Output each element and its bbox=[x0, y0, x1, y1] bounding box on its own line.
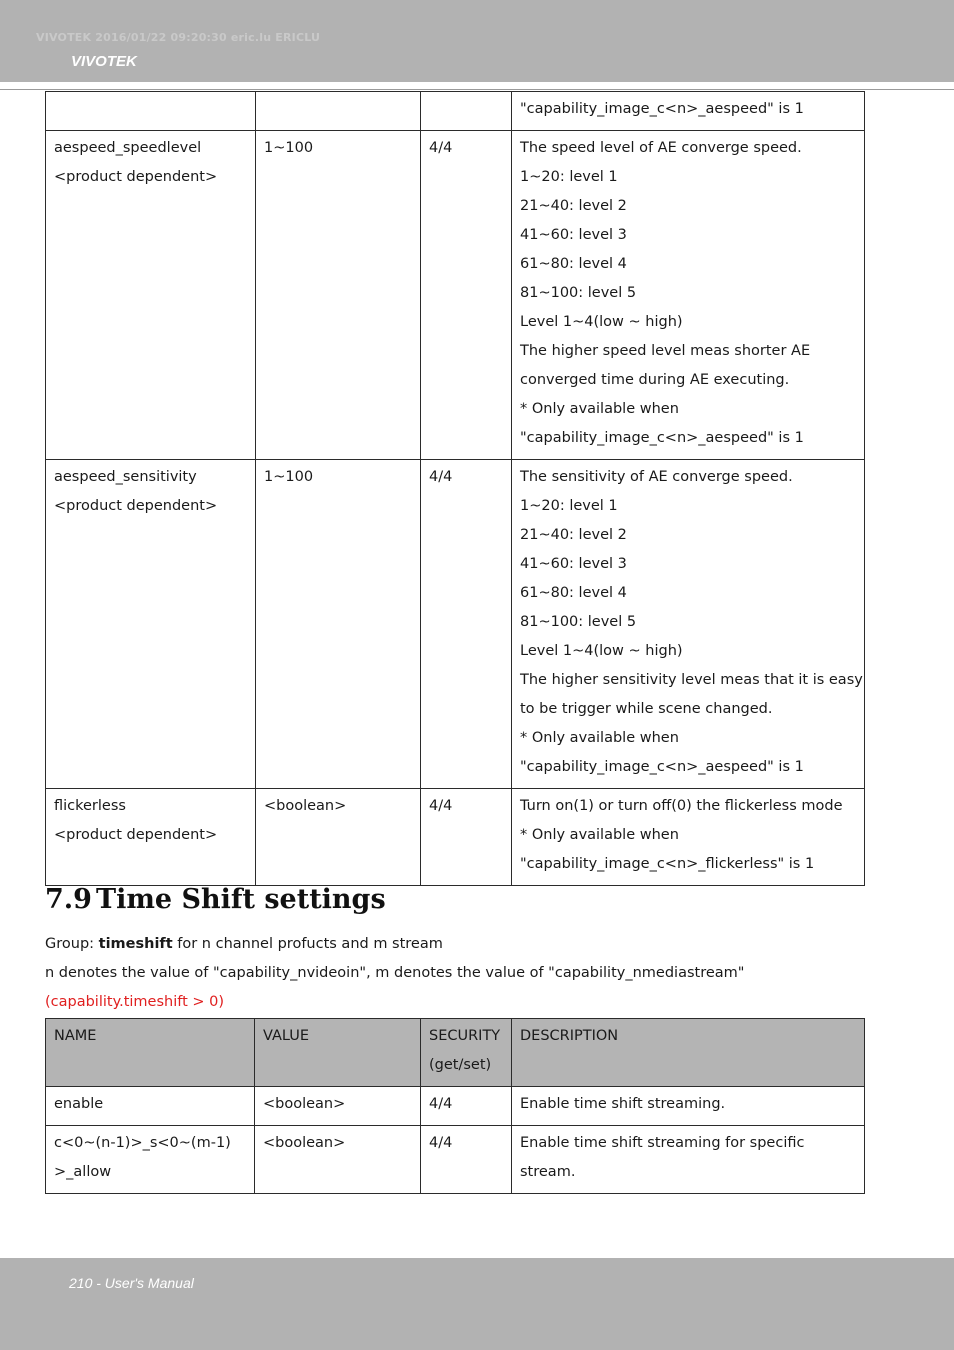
cell-description-line: converged time during AE executing. bbox=[520, 372, 790, 388]
cell-value bbox=[256, 460, 421, 789]
table-row bbox=[46, 789, 865, 886]
cell-value bbox=[255, 1087, 421, 1126]
timeshift-table-body bbox=[46, 1019, 865, 1194]
table-row bbox=[46, 92, 865, 131]
cell-name-line: <product dependent> bbox=[54, 827, 218, 843]
cell-description-line: 61~80: level 4 bbox=[520, 256, 627, 272]
cell-security-line: 4/4 bbox=[429, 469, 453, 485]
section-title-text: Time Shift settings bbox=[95, 884, 386, 915]
cell-security bbox=[421, 1126, 512, 1194]
header-divider bbox=[0, 89, 954, 90]
header-cell-description bbox=[512, 1019, 865, 1087]
cell-security bbox=[421, 1087, 512, 1126]
header-cell-value-line: VALUE bbox=[263, 1028, 310, 1044]
header-cell-security-line: SECURITY bbox=[429, 1028, 501, 1044]
cell-value bbox=[256, 131, 421, 460]
table-row bbox=[46, 460, 865, 789]
cell-description-line: 21~40: level 2 bbox=[520, 527, 627, 543]
cell-description bbox=[512, 92, 865, 131]
cell-description-line: 81~100: level 5 bbox=[520, 614, 637, 630]
group-name: timeshift bbox=[98, 936, 173, 952]
cell-description-line: "capability_image_c<n>_flickerless" is 1 bbox=[520, 856, 815, 872]
page-header bbox=[0, 0, 954, 82]
cell-description-line: * Only available when bbox=[520, 401, 679, 417]
cell-name bbox=[46, 92, 256, 131]
header-cell-name-line: NAME bbox=[54, 1028, 97, 1044]
group-prefix: Group: bbox=[45, 936, 99, 952]
cell-description-line: Enable time shift streaming for specific bbox=[520, 1135, 805, 1151]
cell-security-line: 4/4 bbox=[429, 1135, 453, 1151]
cell-security-line: 4/4 bbox=[429, 1096, 453, 1112]
cell-description-line: 21~40: level 2 bbox=[520, 198, 627, 214]
cell-name bbox=[46, 1087, 255, 1126]
header-cell-value bbox=[255, 1019, 421, 1087]
cell-value bbox=[256, 92, 421, 131]
cell-name-line: flickerless bbox=[54, 798, 126, 814]
parameter-table-continued bbox=[45, 91, 865, 886]
cell-description-line: * Only available when bbox=[520, 827, 679, 843]
cell-description-line: Level 1~4(low ~ high) bbox=[520, 314, 683, 330]
cell-description-line: "capability_image_c<n>_aespeed" is 1 bbox=[520, 101, 804, 117]
table-row bbox=[46, 131, 865, 460]
table-row bbox=[46, 1087, 865, 1126]
cell-description-line: 61~80: level 4 bbox=[520, 585, 627, 601]
cell-description-line: "capability_image_c<n>_aespeed" is 1 bbox=[520, 430, 804, 446]
cell-name bbox=[46, 131, 256, 460]
cell-description-line: "capability_image_c<n>_aespeed" is 1 bbox=[520, 759, 804, 775]
cell-security bbox=[421, 789, 512, 886]
cell-name-line: <product dependent> bbox=[54, 169, 218, 185]
cell-value-line: 1~100 bbox=[264, 140, 314, 156]
cell-value-line: <boolean> bbox=[264, 798, 347, 814]
cell-name-line: >_allow bbox=[54, 1164, 112, 1180]
cell-value bbox=[255, 1126, 421, 1194]
cell-description-line: 1~20: level 1 bbox=[520, 169, 618, 185]
cell-description bbox=[512, 460, 865, 789]
header-cell-description-line: DESCRIPTION bbox=[520, 1028, 619, 1044]
cell-description-line: Level 1~4(low ~ high) bbox=[520, 643, 683, 659]
page-number: 210 - User's Manual bbox=[69, 1275, 194, 1291]
cell-description bbox=[512, 1087, 865, 1126]
capability-condition: (capability.timeshift > 0) bbox=[45, 994, 225, 1010]
cell-description-line: to be trigger while scene changed. bbox=[520, 701, 773, 717]
cell-description bbox=[512, 131, 865, 460]
cell-security-line: 4/4 bbox=[429, 140, 453, 156]
cell-description-line: Turn on(1) or turn off(0) the flickerless mode bbox=[520, 798, 843, 814]
timeshift-table bbox=[45, 1018, 865, 1194]
cell-description-line: 41~60: level 3 bbox=[520, 227, 627, 243]
cell-value-line: <boolean> bbox=[263, 1096, 346, 1112]
header-cell-name bbox=[46, 1019, 255, 1087]
cell-security bbox=[421, 92, 512, 131]
table-row bbox=[46, 1126, 865, 1194]
cell-name-line: aespeed_speedlevel bbox=[54, 140, 202, 156]
cell-security bbox=[421, 131, 512, 460]
cell-description-line: stream. bbox=[520, 1164, 576, 1180]
cell-name-line: c<0~(n-1)>_s<0~(m-1) bbox=[54, 1135, 231, 1151]
cell-description-line: The higher speed level meas shorter AE bbox=[520, 343, 811, 359]
cell-value bbox=[256, 789, 421, 886]
cell-description-line: 1~20: level 1 bbox=[520, 498, 618, 514]
cell-value-line: <boolean> bbox=[263, 1135, 346, 1151]
watermark-text: VIVOTEK 2016/01/22 09:20:30 eric.lu ERICLU bbox=[36, 31, 321, 44]
header-cell-security-line: (get/set) bbox=[429, 1057, 492, 1073]
cell-name bbox=[46, 1126, 255, 1194]
header-cell-security bbox=[421, 1019, 512, 1087]
cell-description-line: * Only available when bbox=[520, 730, 679, 746]
cell-name-line: <product dependent> bbox=[54, 498, 218, 514]
cell-description-line: The speed level of AE converge speed. bbox=[520, 140, 802, 156]
cell-description-line: Enable time shift streaming. bbox=[520, 1096, 726, 1112]
cell-value-line: 1~100 bbox=[264, 469, 314, 485]
page-footer bbox=[0, 1258, 954, 1350]
cell-description-line: 81~100: level 5 bbox=[520, 285, 637, 301]
cell-description-line: The sensitivity of AE converge speed. bbox=[520, 469, 793, 485]
cell-name bbox=[46, 460, 256, 789]
section-number: 7.9 bbox=[45, 884, 92, 915]
table-header-row bbox=[46, 1019, 865, 1087]
section-heading bbox=[45, 884, 386, 915]
cell-description bbox=[512, 789, 865, 886]
cell-security bbox=[421, 460, 512, 789]
cell-description-line: The higher sensitivity level meas that it is easy bbox=[520, 672, 863, 688]
cell-description bbox=[512, 1126, 865, 1194]
cell-name bbox=[46, 789, 256, 886]
parameter-table-body bbox=[46, 92, 865, 886]
cell-name-line: aespeed_sensitivity bbox=[54, 469, 197, 485]
group-suffix: for n channel profucts and m stream bbox=[172, 936, 443, 952]
denotes-note: n denotes the value of "capability_nvideoin", m denotes the value of "capability_nmediastream" bbox=[45, 965, 745, 981]
brand-logo-text: VIVOTEK bbox=[71, 53, 137, 70]
cell-description-line: 41~60: level 3 bbox=[520, 556, 627, 572]
cell-security-line: 4/4 bbox=[429, 798, 453, 814]
cell-name-line: enable bbox=[54, 1096, 104, 1112]
group-line bbox=[45, 936, 443, 952]
